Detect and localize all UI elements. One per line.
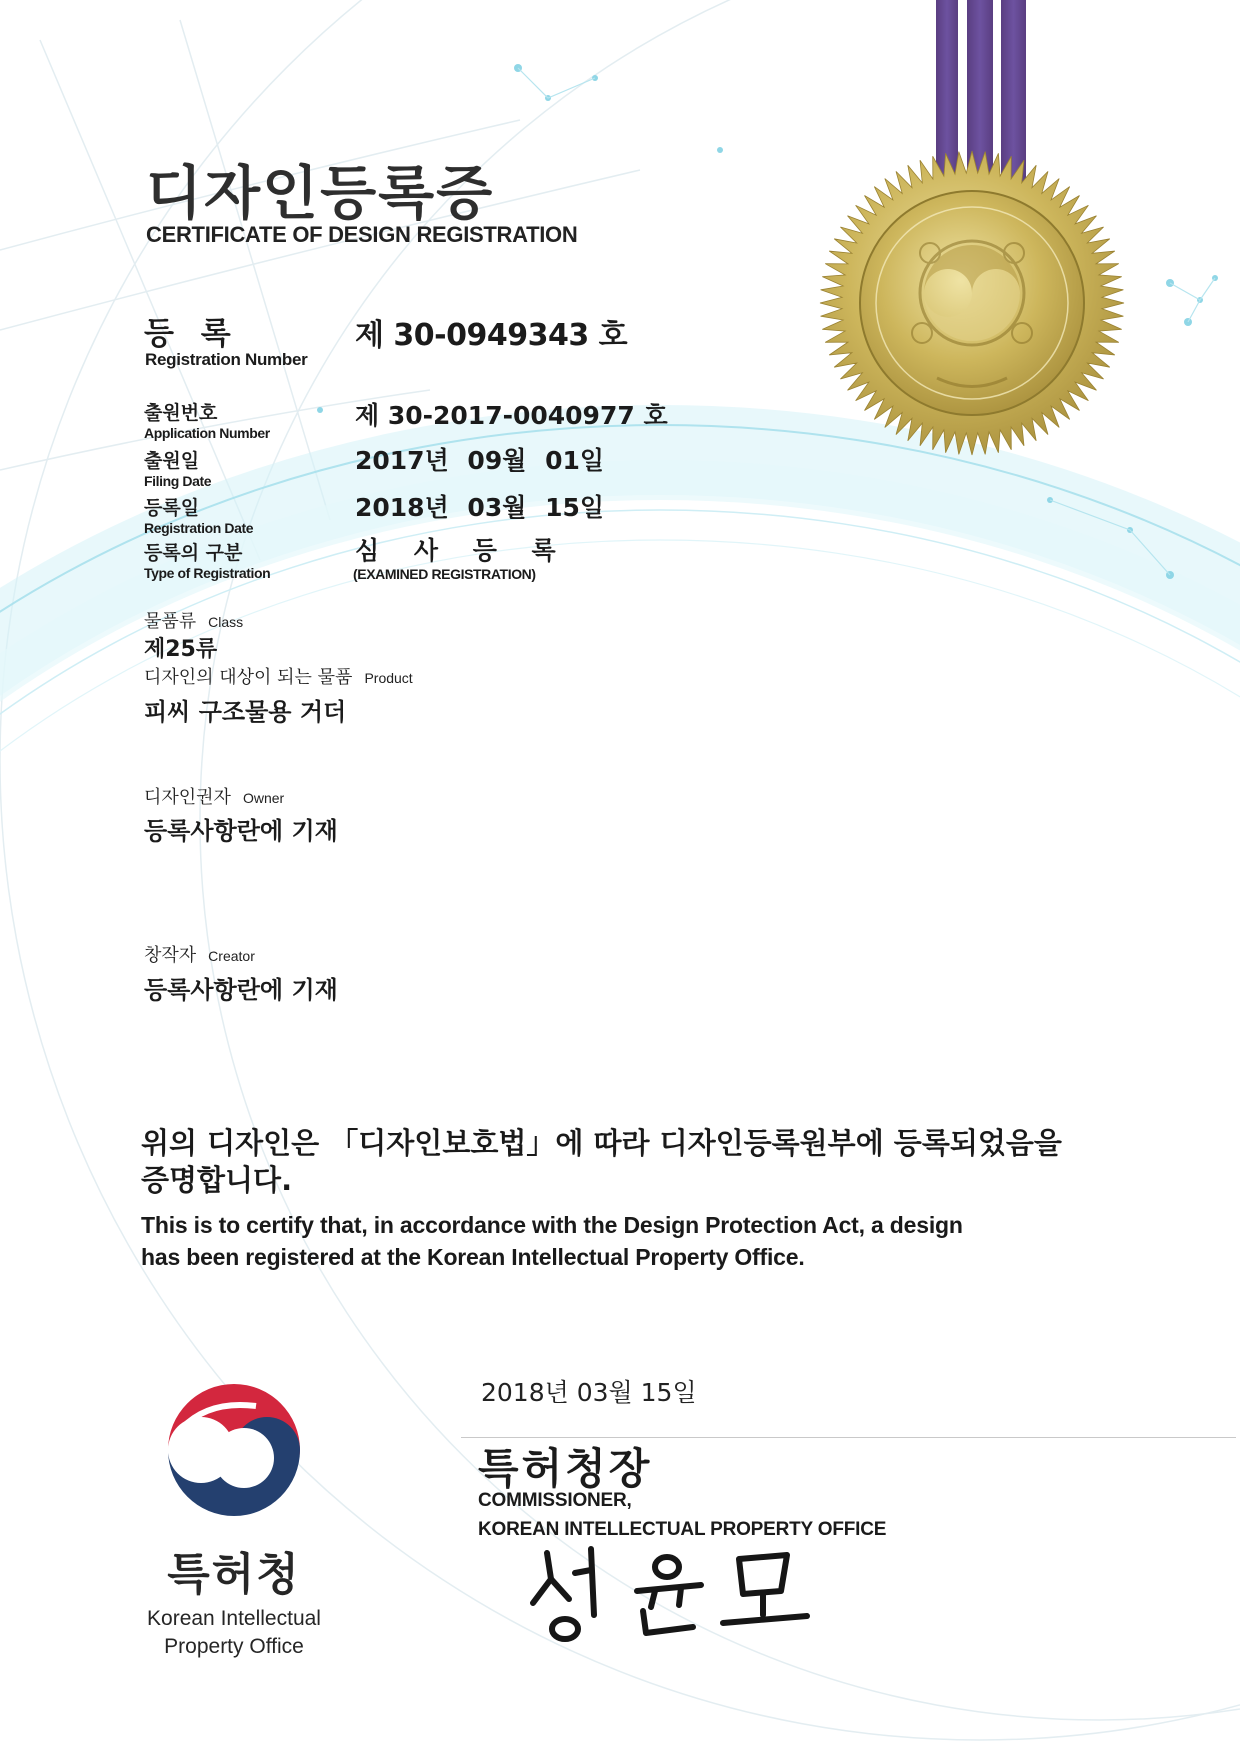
field-label-en: Filing Date — [144, 473, 212, 489]
document-subtitle: CERTIFICATE OF DESIGN REGISTRATION — [146, 222, 578, 247]
registration-date-label — [144, 497, 253, 537]
registration-type-value: 심 사 등 록 — [355, 536, 556, 565]
product-label-ko: 디자인의 대상이 되는 물품 — [144, 667, 353, 688]
statement-korean-line-1: 위의 디자인은 「디자인보호법」에 따라 디자인등록원부에 등록되었음을 — [141, 1126, 1062, 1160]
class-value: 제25류 — [144, 637, 218, 662]
filing-date-value: 2017년 09월 01일 — [355, 446, 605, 475]
kipo-taegeuk-logo-icon — [164, 1380, 304, 1520]
statement-english-line-2: has been registered at the Korean Intellectual Property Office. — [141, 1244, 805, 1270]
class-label-ko: 물품류 — [144, 611, 197, 632]
owner-label-en: Owner — [242, 790, 285, 806]
statement-korean-line-2: 증명합니다. — [141, 1163, 293, 1197]
field-label-en: Registration Date — [144, 520, 254, 536]
field-label-en: Application Number — [144, 425, 270, 441]
logo-name-korean: 특허청 — [167, 1549, 301, 1600]
gold-seal-icon — [812, 143, 1132, 463]
logo-name-english-line-2: Property Office — [164, 1635, 304, 1658]
field-label-en: Type of Registration — [144, 565, 271, 581]
issuer-title-korean: 특허청장 — [478, 1444, 653, 1493]
document-title: 디자인등록증 — [146, 159, 495, 227]
registration-date-value: 2018년 03월 15일 — [355, 493, 605, 522]
creator-value: 등록사항란에 기재 — [144, 976, 338, 1004]
class-label — [144, 607, 243, 633]
issuer-title-english-line-1: COMMISSIONER, — [478, 1490, 632, 1511]
field-label-ko: 등록의 구분 — [144, 542, 243, 564]
owner-value: 등록사항란에 기재 — [144, 817, 338, 845]
field-label-ko: 출원번호 — [144, 402, 218, 424]
application-number-value: 제 30-2017-0040977 호 — [355, 401, 668, 430]
field-label-ko: 출원일 — [144, 450, 200, 472]
filing-date-label — [144, 450, 211, 490]
field-label-ko: 등록일 — [144, 497, 200, 519]
owner-label-ko: 디자인권자 — [144, 787, 231, 808]
product-label — [144, 663, 413, 689]
registration-type-label — [144, 542, 270, 582]
class-label-en: Class — [208, 614, 244, 630]
creator-label — [144, 941, 255, 967]
owner-label — [144, 783, 284, 809]
registration-type-subtext: (EXAMINED REGISTRATION) — [353, 566, 536, 582]
registration-number-value: 제 30-0949343 호 — [355, 318, 628, 353]
product-value: 피씨 구조물용 거더 — [144, 698, 347, 726]
signature — [525, 1545, 815, 1650]
issue-date: 2018년 03월 15일 — [481, 1378, 697, 1407]
registration-number-label-en: Registration Number — [145, 350, 308, 369]
registration-number-label: 등 록 — [144, 316, 239, 352]
logo-name-english-line-1: Korean Intellectual — [147, 1607, 321, 1630]
product-label-en: Product — [364, 670, 413, 686]
application-number-label — [144, 402, 270, 442]
issuer-title-english-line-2: KOREAN INTELLECTUAL PROPERTY OFFICE — [478, 1519, 887, 1540]
statement-english-line-1: This is to certify that, in accordance with the Design Protection Act, a design — [141, 1212, 963, 1238]
logo-center-hole — [214, 1428, 274, 1488]
creator-label-en: Creator — [208, 948, 255, 964]
creator-label-ko: 창작자 — [144, 945, 197, 966]
